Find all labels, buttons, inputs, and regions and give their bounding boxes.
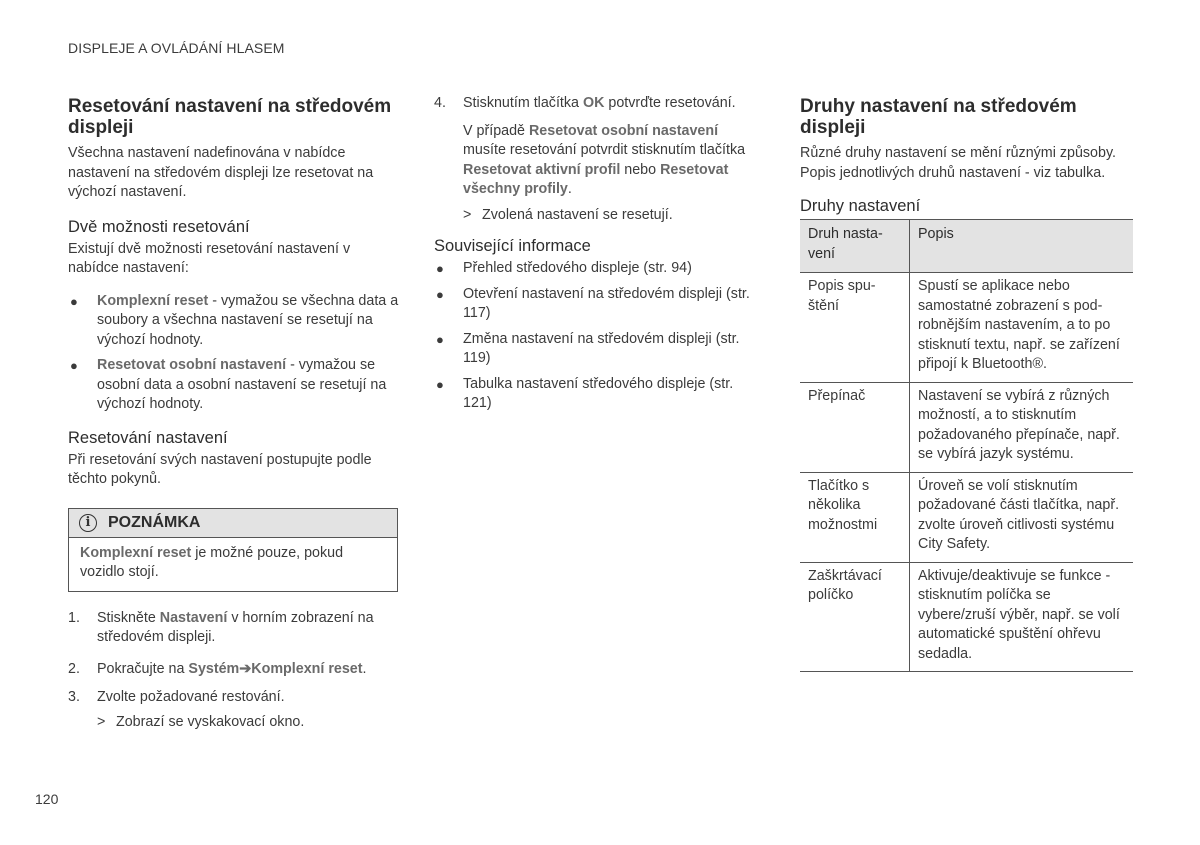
step-term: Nastavení — [159, 609, 228, 626]
table-row — [800, 472, 1133, 562]
step-result — [97, 713, 400, 733]
column-steps-related — [434, 94, 764, 414]
cell-type: Přepínač — [800, 382, 910, 472]
options-heading: Dvě možnosti resetování — [68, 217, 250, 236]
table-header-row — [800, 220, 1133, 273]
reset-options-list — [68, 292, 400, 415]
result-marker: > — [97, 713, 106, 730]
bullet-icon: ● — [70, 358, 78, 373]
bullet-icon: ● — [436, 331, 444, 347]
option-text: - vymažou se osobní data a osobní nastavení se resetují na výchozí hodnoty. — [97, 357, 387, 412]
cell-description: Aktivuje/deaktivuje se funkce - stisknutím políčka se vybere/zruší výběr, např. se volí automatické spuštění ohřevu sedadla. — [918, 567, 1120, 662]
reset-procedure-intro: Při resetování svých nastavení postupujte podle těchto pokynů. — [68, 451, 372, 487]
table-row — [800, 562, 1133, 672]
step-number: 4. — [434, 95, 446, 111]
step-term: OK — [582, 95, 605, 111]
related-links-list — [434, 259, 764, 414]
list-item — [68, 292, 400, 351]
result-text: Zvolená nastavení se resetují. — [482, 206, 673, 223]
step-text: v horním zobrazení na středovém displeji. — [97, 609, 374, 645]
cell-type: Popis spuštění — [800, 273, 910, 383]
step-text: . — [362, 660, 367, 677]
column-reset-settings — [68, 94, 400, 732]
column-header: Popis — [910, 220, 1134, 273]
bullet-icon: ● — [70, 293, 78, 309]
bullet-icon: ● — [436, 261, 444, 276]
page-number: 120 — [35, 791, 59, 807]
step-text: potvrďte resetování. — [604, 95, 736, 111]
arrow-icon: ➔ — [239, 660, 252, 677]
related-link[interactable]: ● Otevření nastavení na středovém displeji (str. 117) — [436, 285, 750, 321]
step-number: 2. — [68, 660, 80, 677]
step-result — [463, 206, 764, 226]
cell-description: Úroveň se volí stisknutím požadované části tlačítka, např. zvolte úroveň citlivosti systému City Safety. — [918, 477, 1120, 552]
reset-intro-text: Všechna nastavení nadefinována v nabídce nastavení na středovém displeji lze resetovat na výchozí nastavení. — [68, 145, 374, 200]
running-header: DISPLEJE A OVLÁDÁNÍ HLASEM — [68, 40, 285, 56]
note-term: Komplexní reset — [80, 544, 192, 561]
bullet-icon: ● — [436, 286, 444, 302]
options-intro-text: Existují dvě možnosti resetování nastavení v nabídce nastavení: — [68, 240, 351, 276]
cell-description: Nastavení se vybírá z různých možností, a to stisknutím požadovaného přepínače, např. se vybírá jazyk systému. — [918, 387, 1120, 462]
note-box — [68, 508, 398, 592]
note-body — [69, 538, 397, 591]
column-header: Druh nastavení — [800, 220, 910, 273]
step-number: 3. — [68, 689, 80, 705]
list-item — [68, 356, 400, 415]
option-text: - vymažou se všechna data a soubory a všechna nastavení se resetují na výchozí hodnoty. — [97, 292, 399, 348]
step-item — [434, 94, 764, 225]
step-text: Zvolte požadované restování. — [97, 689, 285, 705]
step-number: 1. — [68, 609, 80, 626]
cell-type: Tlačítko s několika možnostmi — [800, 472, 910, 562]
bullet-icon: ● — [436, 376, 444, 392]
section-title-types: Druhy nastavení na středovém displeji — [800, 96, 1077, 138]
note-title: POZNÁMKA — [108, 513, 201, 531]
related-link[interactable]: ● Tabulka nastavení středového displeje (str. 121) — [436, 375, 734, 411]
reset-steps-continued — [434, 94, 764, 225]
step-item — [68, 660, 400, 680]
step-term: Komplexní reset — [251, 660, 363, 677]
table-row — [800, 273, 1133, 383]
step-text: Stisknutím tlačítka — [463, 95, 583, 111]
step-text: Stiskněte — [97, 609, 160, 626]
step-text: Pokračujte na — [97, 660, 189, 677]
related-link[interactable]: ● Změna nastavení na středovém displeji (str. 119) — [436, 330, 740, 366]
column-setting-types — [800, 94, 1133, 672]
option-term: Resetovat osobní nastavení — [97, 357, 287, 373]
result-text: Zobrazí se vyskakovací okno. — [116, 713, 305, 730]
section-title-reset: Resetování nastavení na středovém displeji — [68, 96, 392, 138]
related-heading: Související informace — [434, 237, 591, 255]
option-term: Komplexní reset — [97, 292, 209, 309]
info-icon: i — [79, 514, 97, 532]
cell-description: Spustí se aplikace nebo samostatné zobrazení s podrobnějším nastavením, a to po stisknutí textu, např. se zařízení připojí k Bluetooth®. — [918, 278, 1120, 372]
note-header — [69, 509, 397, 538]
related-link[interactable]: ● Přehled středového displeje (str. 94) — [434, 259, 764, 279]
reset-steps-list — [68, 609, 400, 733]
step-detail: V případě Resetovat osobní nastavení musíte resetování potvrdit stisknutím tlačítka Resetovat aktivní profil nebo Resetovat všechny profily. — [463, 122, 746, 197]
table-row — [800, 382, 1133, 472]
result-marker: > — [463, 206, 472, 223]
step-item — [68, 609, 400, 648]
types-intro-text: Různé druhy nastavení se mění různými způsoby. Popis jednotlivých druhů nastavení - viz tabulka. — [800, 145, 1117, 181]
step-item — [68, 688, 400, 732]
reset-heading: Resetování nastavení — [68, 428, 228, 447]
step-term: Systém — [188, 660, 240, 677]
cell-type: Zaškrtávací políčko — [800, 562, 910, 672]
table-caption: Druhy nastavení — [800, 197, 921, 215]
note-text: je možné pouze, pokud vozidlo stojí. — [80, 544, 344, 580]
settings-types-table — [800, 219, 1133, 672]
